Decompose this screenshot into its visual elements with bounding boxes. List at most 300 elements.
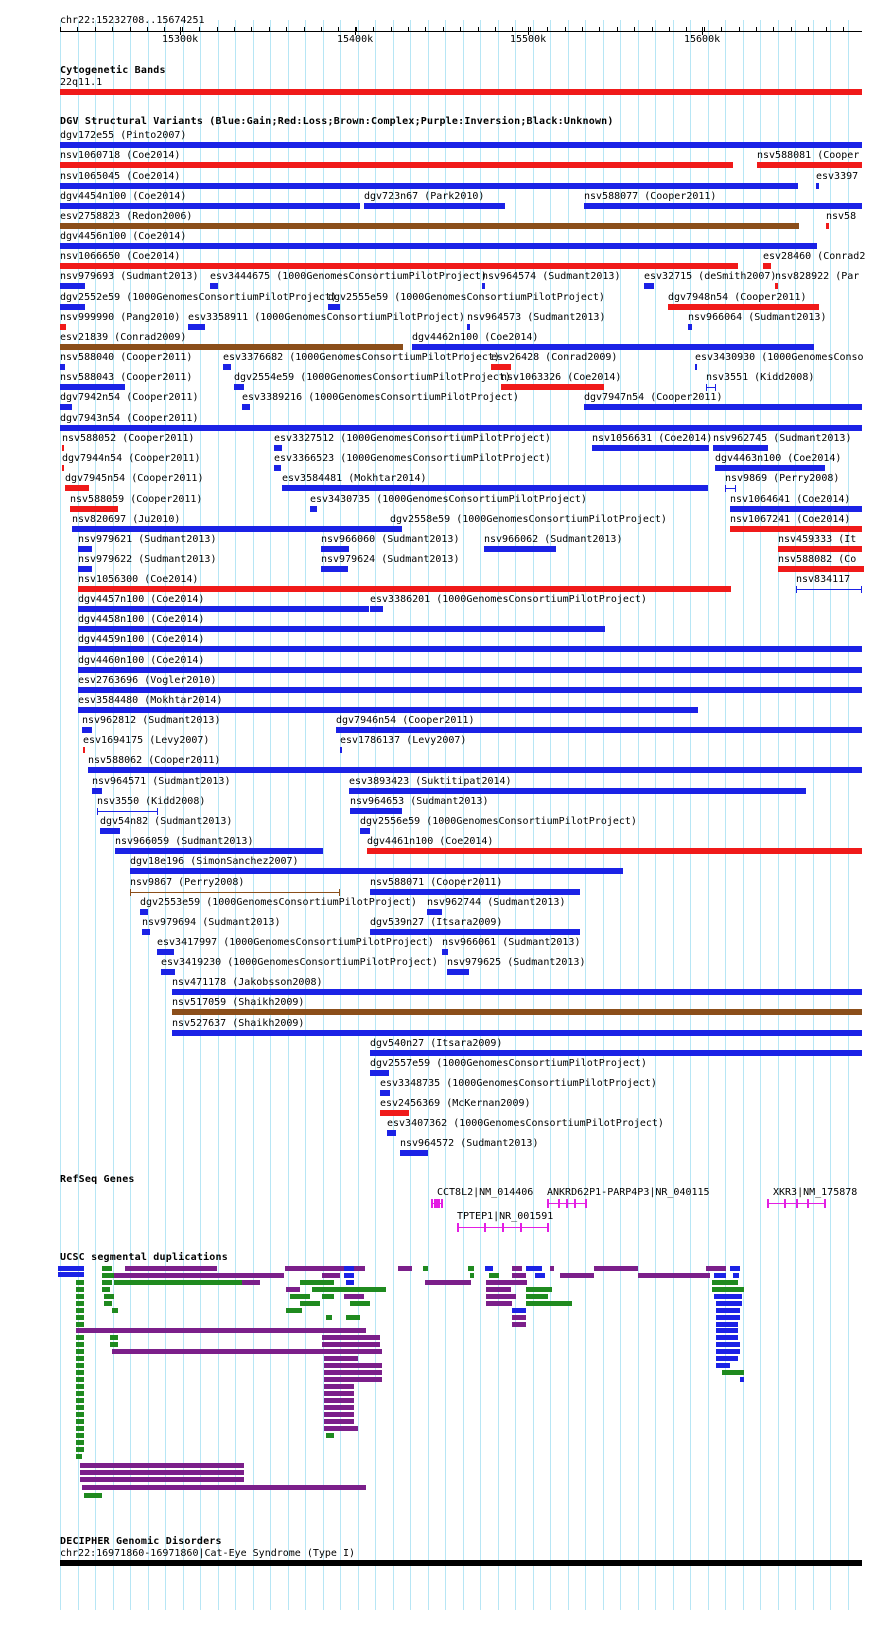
segmental-duplication[interactable] <box>114 1273 284 1278</box>
segmental-duplication[interactable] <box>740 1377 744 1382</box>
variant-label: esv3348735 (1000GenomesConsortiumPilotProject) <box>380 1078 657 1089</box>
segmental-duplication[interactable] <box>104 1294 114 1299</box>
variant-bar[interactable] <box>65 485 89 491</box>
variant-bar[interactable] <box>242 404 250 410</box>
variant-bar-cap <box>97 808 98 815</box>
variant-bar[interactable] <box>412 344 814 350</box>
variant-bar[interactable] <box>161 969 175 975</box>
segmental-duplication[interactable] <box>486 1301 512 1306</box>
ruler-minor-tick <box>77 27 78 31</box>
segmental-duplication[interactable] <box>76 1294 84 1299</box>
variant-label: dgv539n27 (Itsara2009) <box>370 917 503 928</box>
variant-bar[interactable] <box>60 142 862 148</box>
variant-bar[interactable] <box>100 828 120 834</box>
variant-bar[interactable] <box>78 546 92 552</box>
segmental-duplication[interactable] <box>560 1273 594 1278</box>
cytoband-track-title: Cytogenetic Bands <box>60 65 166 76</box>
variant-bar[interactable] <box>142 929 150 935</box>
variant-bar[interactable] <box>172 1009 862 1015</box>
ruler-minor-tick <box>652 27 653 31</box>
variant-label: dgv18e196 (SimonSanchez2007) <box>130 856 299 867</box>
variant-bar[interactable] <box>328 304 340 310</box>
variant-bar[interactable] <box>447 969 469 975</box>
variant-bar[interactable] <box>60 384 125 390</box>
variant-bar[interactable] <box>336 727 862 733</box>
variant-bar[interactable] <box>370 1070 389 1076</box>
segmental-duplication[interactable] <box>290 1294 310 1299</box>
segmental-duplication[interactable] <box>716 1301 742 1306</box>
variant-bar[interactable] <box>826 223 829 229</box>
segmental-duplication[interactable] <box>322 1294 334 1299</box>
segmental-duplication[interactable] <box>638 1273 710 1278</box>
segmental-duplication[interactable] <box>470 1273 474 1278</box>
segmental-duplication[interactable] <box>398 1266 412 1271</box>
variant-label: dgv4462n100 (Coe2014) <box>412 332 539 343</box>
segmental-duplication[interactable] <box>102 1280 112 1285</box>
gridline <box>183 20 184 1610</box>
segmental-duplication[interactable] <box>76 1412 84 1417</box>
variant-bar[interactable] <box>172 1030 862 1036</box>
ruler-minor-tick <box>495 27 496 31</box>
variant-bar[interactable] <box>78 566 92 572</box>
gridline <box>655 20 656 1610</box>
variant-bar[interactable] <box>60 404 72 410</box>
variant-bar[interactable] <box>274 445 282 451</box>
segmental-duplication[interactable] <box>76 1377 84 1382</box>
segmental-duplication[interactable] <box>76 1398 84 1403</box>
gridline <box>445 20 446 1610</box>
variant-label: esv2758823 (Redon2006) <box>60 211 193 222</box>
variant-label: dgv723n67 (Park2010) <box>364 191 485 202</box>
variant-bar[interactable] <box>60 183 798 189</box>
segmental-duplication[interactable] <box>344 1294 364 1299</box>
segmental-duplication[interactable] <box>526 1287 552 1292</box>
segmental-duplication[interactable] <box>344 1266 354 1271</box>
variant-bar[interactable] <box>78 687 862 693</box>
gridline <box>708 20 709 1610</box>
variant-bar[interactable] <box>370 889 580 895</box>
segmental-duplication[interactable] <box>76 1280 84 1285</box>
variant-bar[interactable] <box>775 283 778 289</box>
variant-bar[interactable] <box>340 747 342 753</box>
variant-bar[interactable] <box>360 828 370 834</box>
segmental-duplication[interactable] <box>125 1266 217 1271</box>
segmental-duplication[interactable] <box>712 1287 744 1292</box>
segmental-duplication[interactable] <box>312 1287 386 1292</box>
variant-bar[interactable] <box>92 788 102 794</box>
cytoband-bar[interactable] <box>60 89 862 95</box>
segmental-duplication[interactable] <box>511 1280 527 1285</box>
variant-bar[interactable] <box>482 283 485 289</box>
variant-label: esv3893423 (Suktitipat2014) <box>349 776 512 787</box>
variant-label: nsv966059 (Sudmant2013) <box>115 836 254 847</box>
segmental-duplication[interactable] <box>76 1391 84 1396</box>
segmental-duplication[interactable] <box>344 1273 354 1278</box>
segmental-duplication[interactable] <box>324 1405 354 1410</box>
segmental-duplication[interactable] <box>76 1287 84 1292</box>
variant-bar-cap <box>706 384 707 391</box>
segmental-duplication[interactable] <box>76 1315 84 1320</box>
segmental-duplication[interactable] <box>485 1266 493 1271</box>
variant-bar[interactable] <box>78 606 369 612</box>
segmental-duplication[interactable] <box>76 1426 84 1431</box>
variant-bar[interactable] <box>310 506 317 512</box>
variant-label: dgv2558e59 (1000GenomesConsortiumPilotProject) <box>390 514 667 525</box>
variant-bar[interactable] <box>188 324 205 330</box>
segmental-duplication[interactable] <box>730 1266 740 1271</box>
variant-bar[interactable] <box>60 344 403 350</box>
segmental-duplication[interactable] <box>716 1363 730 1368</box>
variant-label: nsv9869 (Perry2008) <box>725 473 840 484</box>
ruler-minor-tick <box>582 27 583 31</box>
segmental-duplication[interactable] <box>324 1426 358 1431</box>
variant-bar[interactable] <box>210 283 218 289</box>
variant-bar[interactable] <box>387 1130 396 1136</box>
variant-bar[interactable] <box>172 989 862 995</box>
variant-bar[interactable] <box>60 243 817 249</box>
variant-label: nsv999990 (Pang2010) <box>60 312 181 323</box>
segmental-duplication[interactable] <box>324 1419 354 1424</box>
ruler-minor-tick <box>704 27 705 31</box>
ruler-minor-tick <box>617 27 618 31</box>
variant-label: nsv820697 (Ju2010) <box>72 514 181 525</box>
variant-label: esv2763696 (Vogler2010) <box>78 675 217 686</box>
variant-bar[interactable] <box>467 324 470 330</box>
segmental-duplication[interactable] <box>324 1363 382 1368</box>
segmental-duplication[interactable] <box>324 1384 354 1389</box>
segmental-duplication[interactable] <box>486 1294 516 1299</box>
refseq-gene-label[interactable]: TPTEP1|NR_001591 <box>457 1211 554 1222</box>
variant-bar[interactable] <box>62 445 64 451</box>
segmental-duplication[interactable] <box>76 1440 84 1445</box>
variant-bar[interactable] <box>83 747 85 753</box>
ruler-minor-tick <box>808 27 809 31</box>
segmental-duplication[interactable] <box>716 1342 740 1347</box>
segmental-duplication[interactable] <box>84 1493 102 1498</box>
variant-bar-cap <box>796 586 797 593</box>
ruler-minor-tick <box>182 27 183 31</box>
segmental-duplication[interactable] <box>526 1294 548 1299</box>
segmental-duplication[interactable] <box>716 1308 740 1313</box>
segmental-duplication[interactable] <box>468 1266 474 1271</box>
ruler-minor-tick <box>443 27 444 31</box>
variant-bar[interactable] <box>427 909 442 915</box>
variant-label: esv3358911 (1000GenomesConsortiumPilotProject) <box>188 312 465 323</box>
variant-bar[interactable] <box>157 949 174 955</box>
variant-label: nsv9867 (Perry2008) <box>130 877 245 888</box>
variant-bar[interactable] <box>757 162 862 168</box>
variant-bar[interactable] <box>78 667 862 673</box>
segmental-duplication[interactable] <box>80 1477 244 1482</box>
decipher-track-title: DECIPHER Genomic Disorders <box>60 1536 222 1547</box>
segmental-duplication[interactable] <box>714 1294 742 1299</box>
variant-bar[interactable] <box>60 223 799 229</box>
segmental-duplication[interactable] <box>326 1315 332 1320</box>
variant-bar[interactable] <box>274 465 281 471</box>
segmental-duplication[interactable] <box>324 1370 382 1375</box>
decipher-bar[interactable] <box>60 1560 862 1566</box>
refseq-gene-label[interactable]: XKR3|NM_175878 <box>773 1187 858 1198</box>
segmental-duplication[interactable] <box>102 1287 110 1292</box>
variant-bar[interactable] <box>763 263 771 269</box>
segmental-duplication[interactable] <box>80 1463 244 1468</box>
segmental-duplication[interactable] <box>535 1273 545 1278</box>
ruler-minor-tick <box>634 27 635 31</box>
variant-bar[interactable] <box>730 506 862 512</box>
refseq-gene-exon <box>438 1199 440 1208</box>
variant-bar[interactable] <box>364 203 505 209</box>
variant-label: dgv4457n100 (Coe2014) <box>78 594 205 605</box>
segmental-duplication[interactable] <box>112 1349 382 1354</box>
variant-label: nsv1063326 (Coe2014) <box>501 372 622 383</box>
segmental-duplication[interactable] <box>733 1273 739 1278</box>
variant-bar[interactable] <box>380 1090 390 1096</box>
gridline <box>690 20 691 1610</box>
segmental-duplication[interactable] <box>76 1447 84 1452</box>
variant-label: esv3417997 (1000GenomesConsortiumPilotProject) <box>157 937 434 948</box>
variant-bar[interactable] <box>60 283 85 289</box>
variant-bar[interactable] <box>367 848 862 854</box>
segmental-duplication[interactable] <box>76 1363 84 1368</box>
segmental-duplication[interactable] <box>489 1273 499 1278</box>
segmental-duplication[interactable] <box>512 1322 526 1327</box>
variant-bar[interactable] <box>115 848 323 854</box>
variant-bar[interactable] <box>484 546 556 552</box>
segmental-duplication[interactable] <box>76 1335 84 1340</box>
segmental-duplication[interactable] <box>350 1301 370 1306</box>
variant-bar[interactable] <box>713 445 768 451</box>
variant-label: dgv2553e59 (1000GenomesConsortiumPilotProject) <box>140 897 417 908</box>
variant-label: dgv4456n100 (Coe2014) <box>60 231 187 242</box>
segmental-duplication[interactable] <box>76 1356 84 1361</box>
segmental-duplication[interactable] <box>512 1266 522 1271</box>
variant-bar[interactable] <box>592 445 709 451</box>
variant-label: nsv1060718 (Coe2014) <box>60 150 181 161</box>
segmental-duplication[interactable] <box>76 1308 84 1313</box>
variant-label: esv2456369 (McKernan2009) <box>380 1098 531 1109</box>
segmental-duplication[interactable] <box>102 1266 112 1271</box>
variant-bar[interactable] <box>501 384 604 390</box>
variant-bar[interactable] <box>442 949 448 955</box>
variant-label: dgv7945n54 (Cooper2011) <box>65 473 204 484</box>
segmental-duplication[interactable] <box>58 1272 84 1277</box>
segmental-duplication[interactable] <box>76 1419 84 1424</box>
segmental-duplication[interactable] <box>716 1356 738 1361</box>
segmental-duplication[interactable] <box>80 1470 244 1475</box>
variant-bar[interactable] <box>130 892 340 893</box>
variant-label: dgv54n82 (Sudmant2013) <box>100 816 233 827</box>
segmental-duplication[interactable] <box>76 1384 84 1389</box>
segmental-duplication[interactable] <box>82 1485 366 1490</box>
variant-bar[interactable] <box>370 1050 862 1056</box>
variant-bar[interactable] <box>730 526 862 532</box>
ruler-minor-tick <box>95 27 96 31</box>
segmental-duplication[interactable] <box>286 1308 302 1313</box>
variant-bar[interactable] <box>60 324 66 330</box>
variant-bar[interactable] <box>88 767 862 773</box>
variant-bar[interactable] <box>321 566 348 572</box>
segmental-duplication[interactable] <box>326 1433 334 1438</box>
segmental-duplication[interactable] <box>526 1301 572 1306</box>
variant-bar[interactable] <box>644 283 654 289</box>
segmental-duplication[interactable] <box>550 1266 554 1271</box>
variant-bar[interactable] <box>282 485 708 491</box>
segmental-duplication[interactable] <box>110 1342 118 1347</box>
segmental-duplication[interactable] <box>423 1266 428 1271</box>
segmental-duplication[interactable] <box>512 1308 526 1313</box>
segmental-duplication[interactable] <box>76 1322 84 1327</box>
variant-bar[interactable] <box>223 364 231 370</box>
segmental-duplication[interactable] <box>76 1342 84 1347</box>
segmental-duplication[interactable] <box>526 1266 542 1271</box>
variant-bar[interactable] <box>400 1150 428 1156</box>
segmental-duplication[interactable] <box>300 1301 320 1306</box>
variant-bar[interactable] <box>78 626 605 632</box>
variant-bar[interactable] <box>584 404 862 410</box>
segmental-duplication[interactable] <box>76 1301 84 1306</box>
segmental-duplication[interactable] <box>324 1356 358 1361</box>
segmental-duplication[interactable] <box>346 1280 354 1285</box>
ruler-tick-label: 15400k <box>337 34 374 45</box>
variant-bar[interactable] <box>390 526 402 532</box>
variant-bar[interactable] <box>796 589 862 590</box>
variant-bar[interactable] <box>688 324 692 330</box>
variant-bar[interactable] <box>234 384 244 390</box>
variant-label: esv26428 (Conrad2009) <box>491 352 618 363</box>
segmental-duplication[interactable] <box>716 1349 740 1354</box>
variant-label: esv3419230 (1000GenomesConsortiumPilotProject) <box>161 957 438 968</box>
segmental-duplication[interactable] <box>76 1433 84 1438</box>
gridline <box>550 20 551 1610</box>
segmental-duplication[interactable] <box>76 1370 84 1375</box>
variant-bar[interactable] <box>60 263 738 269</box>
segmental-duplication[interactable] <box>324 1377 382 1382</box>
segmental-duplication[interactable] <box>76 1405 84 1410</box>
segmental-duplication[interactable] <box>346 1315 360 1320</box>
ruler-minor-tick <box>721 27 722 31</box>
segmental-duplication[interactable] <box>110 1335 118 1340</box>
variant-bar[interactable] <box>370 929 580 935</box>
segmental-duplication[interactable] <box>706 1266 726 1271</box>
variant-bar[interactable] <box>60 364 65 370</box>
segmental-duplication[interactable] <box>324 1412 354 1417</box>
segmental-duplication[interactable] <box>322 1342 380 1347</box>
segmental-duplication[interactable] <box>76 1349 84 1354</box>
variant-bar[interactable] <box>350 808 402 814</box>
ruler-minor-tick <box>791 27 792 31</box>
segmental-duplication[interactable] <box>104 1301 112 1306</box>
segmental-duplication[interactable] <box>486 1287 511 1292</box>
segmental-duplication[interactable] <box>324 1391 354 1396</box>
variant-bar[interactable] <box>78 586 731 592</box>
segmental-duplication[interactable] <box>322 1335 380 1340</box>
variant-bar[interactable] <box>72 526 402 532</box>
segmental-duplication[interactable] <box>716 1322 738 1327</box>
segmental-duplication[interactable] <box>242 1280 260 1285</box>
segmental-duplication[interactable] <box>712 1280 738 1285</box>
variant-bar[interactable] <box>584 203 862 209</box>
variant-label: dgv2552e59 (1000GenomesConsortiumPilotProject) <box>60 292 337 303</box>
segmental-duplication[interactable] <box>102 1273 114 1278</box>
variant-bar[interactable] <box>97 811 158 812</box>
variant-bar[interactable] <box>62 465 64 471</box>
segmental-duplication[interactable] <box>114 1280 242 1285</box>
segmental-duplication[interactable] <box>286 1287 300 1292</box>
variant-bar[interactable] <box>70 506 118 512</box>
variant-bar[interactable] <box>370 606 383 612</box>
variant-bar[interactable] <box>82 727 92 733</box>
gridline <box>235 20 236 1610</box>
segmental-duplication[interactable] <box>76 1454 82 1459</box>
segmental-duplication[interactable] <box>716 1315 740 1320</box>
refseq-gene-exon <box>807 1199 809 1208</box>
variant-bar[interactable] <box>668 304 819 310</box>
variant-label: nsv459333 (It <box>778 534 857 545</box>
decipher-label: chr22:16971860-16971860|Cat-Eye Syndrome (Type I) <box>60 1548 356 1559</box>
variant-bar[interactable] <box>78 646 862 652</box>
variant-bar[interactable] <box>695 364 697 370</box>
gridline <box>270 20 271 1610</box>
segmental-duplication[interactable] <box>512 1273 526 1278</box>
variant-bar[interactable] <box>349 788 806 794</box>
variant-bar[interactable] <box>140 909 148 915</box>
segmental-duplication[interactable] <box>112 1308 118 1313</box>
refseq-gene-exon <box>431 1199 433 1208</box>
segmental-duplication[interactable] <box>324 1398 354 1403</box>
variant-label: nsv979694 (Sudmant2013) <box>142 917 281 928</box>
variant-label: dgv7948n54 (Cooper2011) <box>668 292 807 303</box>
variant-bar[interactable] <box>78 707 698 713</box>
segmental-duplication[interactable] <box>512 1315 526 1320</box>
variant-bar[interactable] <box>380 1110 409 1116</box>
variant-label: dgv4461n100 (Coe2014) <box>367 836 494 847</box>
refseq-gene-label[interactable]: CCT8L2|NM_014406 <box>437 1187 534 1198</box>
variant-label: nsv962744 (Sudmant2013) <box>427 897 566 908</box>
variant-bar[interactable] <box>60 203 360 209</box>
variant-bar[interactable] <box>778 566 864 572</box>
variant-bar[interactable] <box>778 546 862 552</box>
variant-bar[interactable] <box>816 183 819 189</box>
variant-bar[interactable] <box>60 425 862 431</box>
ruler-minor-tick <box>321 27 322 31</box>
gridline <box>533 20 534 1610</box>
variant-label: nsv1067241 (Coe2014) <box>730 514 851 525</box>
segmental-duplication[interactable] <box>716 1335 738 1340</box>
refseq-gene-label[interactable]: ANKRD62P1-PARP4P3|NR_040115 <box>547 1187 710 1198</box>
segmental-duplication[interactable] <box>716 1328 738 1333</box>
segmental-duplication[interactable] <box>714 1273 726 1278</box>
segmental-duplication[interactable] <box>322 1273 340 1278</box>
variant-bar[interactable] <box>130 868 623 874</box>
variant-label: nsv588082 (Co <box>778 554 857 565</box>
variant-bar[interactable] <box>321 546 349 552</box>
segmental-duplication[interactable] <box>594 1266 638 1271</box>
ruler-minor-tick <box>269 27 270 31</box>
segmental-duplication[interactable] <box>425 1280 471 1285</box>
variant-bar[interactable] <box>491 364 511 370</box>
segmental-duplication[interactable] <box>300 1280 334 1285</box>
variant-bar[interactable] <box>715 465 825 471</box>
variant-bar[interactable] <box>60 162 733 168</box>
variant-label: dgv2556e59 (1000GenomesConsortiumPilotProject) <box>360 816 637 827</box>
segmental-duplication[interactable] <box>76 1328 366 1333</box>
variant-label: dgv7942n54 (Cooper2011) <box>60 392 199 403</box>
gridline <box>603 20 604 1610</box>
variant-bar[interactable] <box>60 304 85 310</box>
segmental-duplication[interactable] <box>58 1266 84 1271</box>
ruler-minor-tick <box>199 27 200 31</box>
segmental-duplication[interactable] <box>722 1370 744 1375</box>
